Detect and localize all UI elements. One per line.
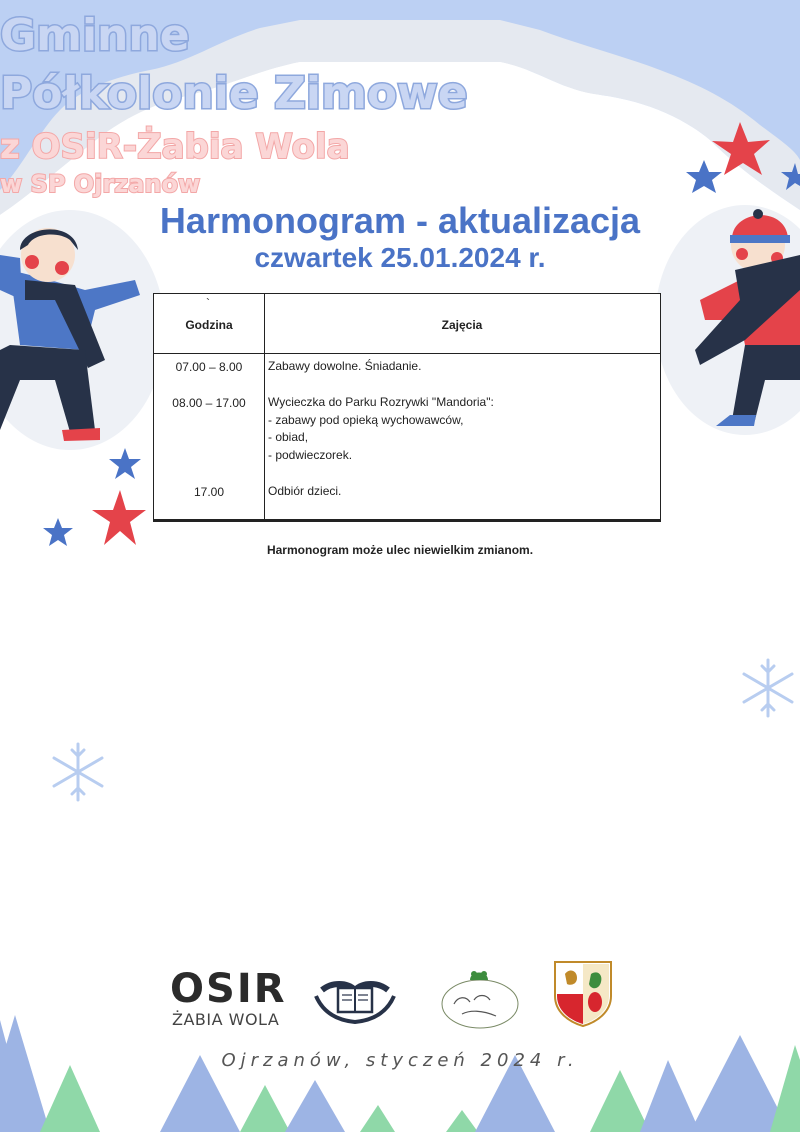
title-line-4: w SP Ojrzanów (0, 170, 201, 198)
title-line-3: z OSiR-Żabia Wola (0, 127, 350, 167)
row-time: 07.00 – 8.00 (175, 360, 243, 374)
activity-line: - podwieczorek. (268, 447, 353, 462)
snowflake-right (744, 660, 792, 716)
row-time: 17.00 (193, 485, 225, 499)
star-blue-left-2 (43, 518, 73, 546)
schedule-note: Harmonogram może ulec niewielkim zmianom. (266, 543, 534, 557)
row-activity (268, 394, 648, 464)
footer-place-date: Ojrzanów, styczeń 2024 r. (221, 1050, 579, 1071)
star-blue-left-1 (109, 448, 141, 479)
title-line-2: Półkolonie Zimowe (0, 68, 468, 119)
activity-line: - zabawy pod opieką wychowawców, (268, 412, 464, 427)
row-activity (268, 358, 648, 376)
page-heading: Harmonogram - aktualizacja (159, 200, 641, 241)
nature-commune-logo (440, 964, 520, 1030)
activity-line: Zabawy dowolne. Śniadanie. (268, 359, 422, 373)
header-activity: Zajęcia (441, 318, 483, 332)
row-activity (268, 483, 648, 501)
header-tick-mark: ` (206, 296, 210, 310)
title-line-1: Gminne (0, 10, 190, 61)
coat-of-arms-icon (553, 960, 613, 1028)
trees-row (0, 1015, 800, 1132)
activity-line: - obiad, (268, 430, 309, 444)
star-red-left (92, 490, 146, 545)
activity-line: Wycieczka do Parku Rozrywki "Mandoria": (268, 395, 494, 409)
header-time: Godzina (185, 318, 233, 332)
page-date: czwartek 25.01.2024 r. (254, 242, 546, 273)
table-bottom-border (153, 520, 661, 522)
schedule-table (153, 293, 661, 520)
row-time: 08.00 – 17.00 (172, 396, 246, 410)
snowflake-left (54, 744, 102, 800)
school-logo (312, 960, 398, 1036)
osir-logo-text: OSIR (170, 966, 287, 1012)
osir-logo-subtitle: ŻABIA WOLA (172, 1010, 280, 1029)
activity-line: Odbiór dzieci. (268, 484, 342, 498)
